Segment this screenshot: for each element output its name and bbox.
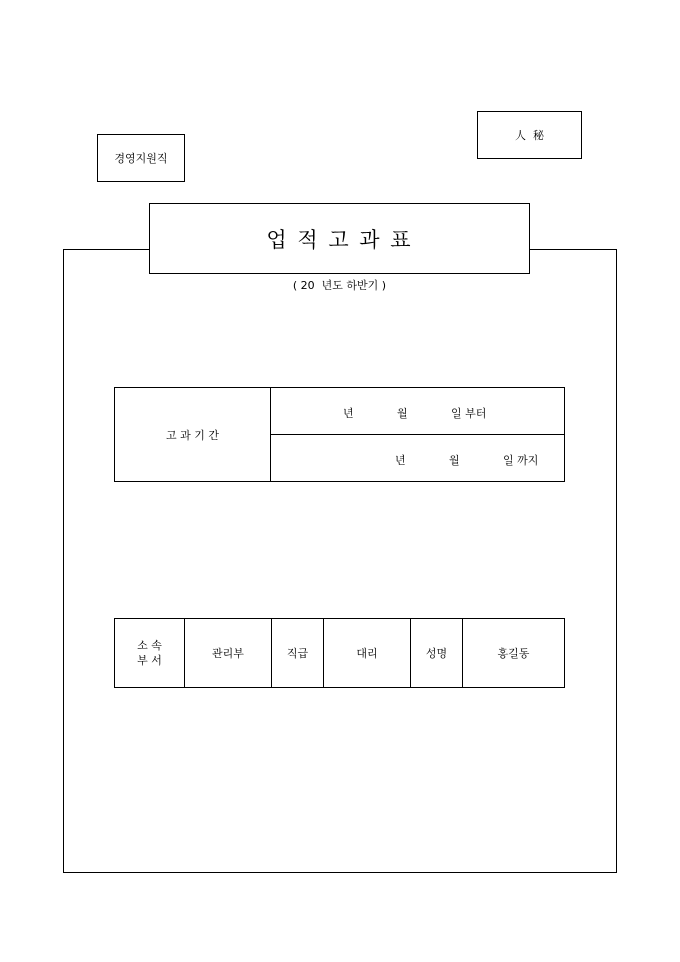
dept-value-cell[interactable]	[185, 619, 272, 688]
period-label-cell	[115, 388, 271, 482]
from-year: 년	[343, 407, 354, 420]
to-year: 년	[395, 454, 406, 467]
rank-value: 대리	[356, 647, 378, 660]
rank-label-cell	[272, 619, 324, 688]
to-day: 일 까지	[503, 454, 539, 467]
subtitle	[149, 277, 530, 293]
subtitle-text: ( 20 년도 하반기 )	[292, 279, 387, 292]
dept-value: 관리부	[212, 647, 244, 660]
rank-value-cell[interactable]	[324, 619, 411, 688]
to-month: 월	[449, 454, 460, 467]
dept-tag	[97, 134, 185, 182]
info-table	[114, 618, 565, 688]
dept-label-cell	[115, 619, 185, 688]
period-label: 고 과 기 간	[166, 428, 219, 442]
from-month: 월	[397, 407, 408, 420]
from-day: 일 부터	[451, 407, 487, 420]
name-value-cell[interactable]	[463, 619, 565, 688]
period-table	[114, 387, 565, 482]
dept-label-1: 소 속	[137, 639, 162, 652]
page-title: 업 적 고 과 표	[266, 227, 413, 252]
name-label: 성명	[425, 647, 448, 660]
title-box	[149, 203, 530, 274]
name-label-cell	[411, 619, 463, 688]
secret-stamp	[477, 111, 582, 159]
form-frame	[63, 249, 617, 873]
dept-label-2: 부 서	[137, 654, 162, 667]
name-value: 홍길동	[497, 647, 530, 660]
rank-label: 직급	[286, 647, 309, 660]
period-to-cell	[271, 435, 565, 482]
secret-stamp-text: 人 秘	[515, 129, 544, 142]
period-from-cell	[271, 388, 565, 435]
dept-tag-text: 경영지원직	[114, 152, 168, 165]
